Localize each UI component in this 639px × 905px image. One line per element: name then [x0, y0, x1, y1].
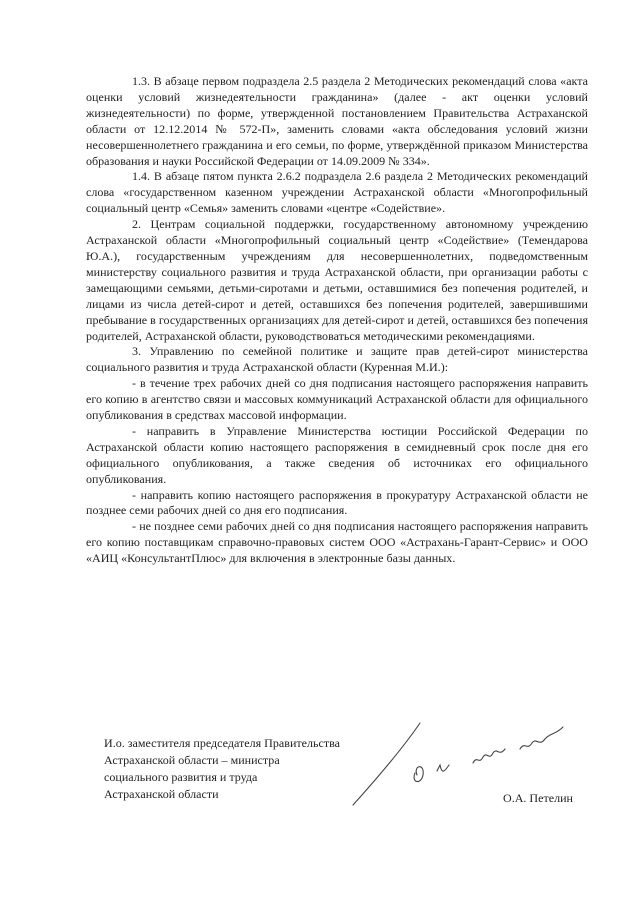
document-body [86, 74, 588, 567]
signatory-title-line-1: И.о. заместителя председателя Правительства [104, 736, 340, 750]
bullet-prosecutor: - направить копию настоящего распоряжения в прокуратуру Астраханской области не позднее семи рабочих дней со дня его подписания. [86, 487, 588, 518]
signatory-title-line-3: социального развития и труда [104, 770, 258, 784]
paragraph-3: 3. Управлению по семейной политике и защите прав детей-сирот министерства социального развития и труда Астраханской области (Куренная М.И.): [86, 344, 588, 375]
bullet-justice: - направить в Управление Министерства юстиции Российской Федерации по Астраханской области копию настоящего распоряжения в семидневный срок после дня его официального опубликования, а также сведения об источниках его официального опубликования. [86, 423, 588, 486]
bullet-legal-systems: - не позднее семи рабочих дней со дня подписания настоящего распоряжения направить его копию поставщикам справочно-правовых систем ООО «Астрахань-Гарант-Сервис» и ООО «АИЦ «КонсультантПлюс» для включения в электронные базы данных. [86, 519, 588, 566]
signatory-title-line-4: Астраханской области [104, 787, 219, 801]
paragraph-1-3: 1.3. В абзаце первом подраздела 2.5 раздела 2 Методических рекомендаций слова «акта оценки условий жизнедеятельности гражданина» (далее - акт оценки условий жизнедеятельности) по форме, утвержденной постановлением Правительства Астраханской области от 12.12.2014 № 572-П», заменить словами «акта обследования условий жизни несовершеннолетнего гражданина и его семьи, по форме, утверждённой приказом Министерства образования и науки Российской Федерации от 14.09.2009 № 334». [86, 74, 588, 168]
signatory-title-line-2: Астраханской области – министра [104, 753, 280, 767]
signatory-name: О.А. Петелин [503, 791, 573, 805]
bullet-publish: - в течение трех рабочих дней со дня подписания настоящего распоряжения направить его копию в агентство связи и массовых коммуникаций Астраханской области для официального опубликования в средствах массовой информации. [86, 376, 588, 423]
paragraph-2: 2. Центрам социальной поддержки, государственному автономному учреждению Астраханской области «Многопрофильный социальный центр «Содействие» (Темендарова Ю.А.), государственным учреждениям для несовершеннолетних, подведомственным министерству социального развития и труда Астраханской области, при организации работы с замещающими семьями, детьми-сиротами и детьми, оставшимися без попечения родителей, и лицами из числа детей-сирот и детей, оставшихся без попечения родителей, завершившими пребывание в государственных организациях для детей-сирот и детей, оставшихся без попечения родителей, Астраханской области, руководствоваться методическими рекомендациями. [86, 217, 588, 343]
paragraph-1-4: 1.4. В абзаце пятом пункта 2.6.2 подраздела 2.6 раздела 2 Методических рекомендаций слова «государственном казенном учреждении Астраханской области «Многопрофильный социальный центр «Семья» заменить словами «центре «Содействие». [86, 169, 588, 216]
